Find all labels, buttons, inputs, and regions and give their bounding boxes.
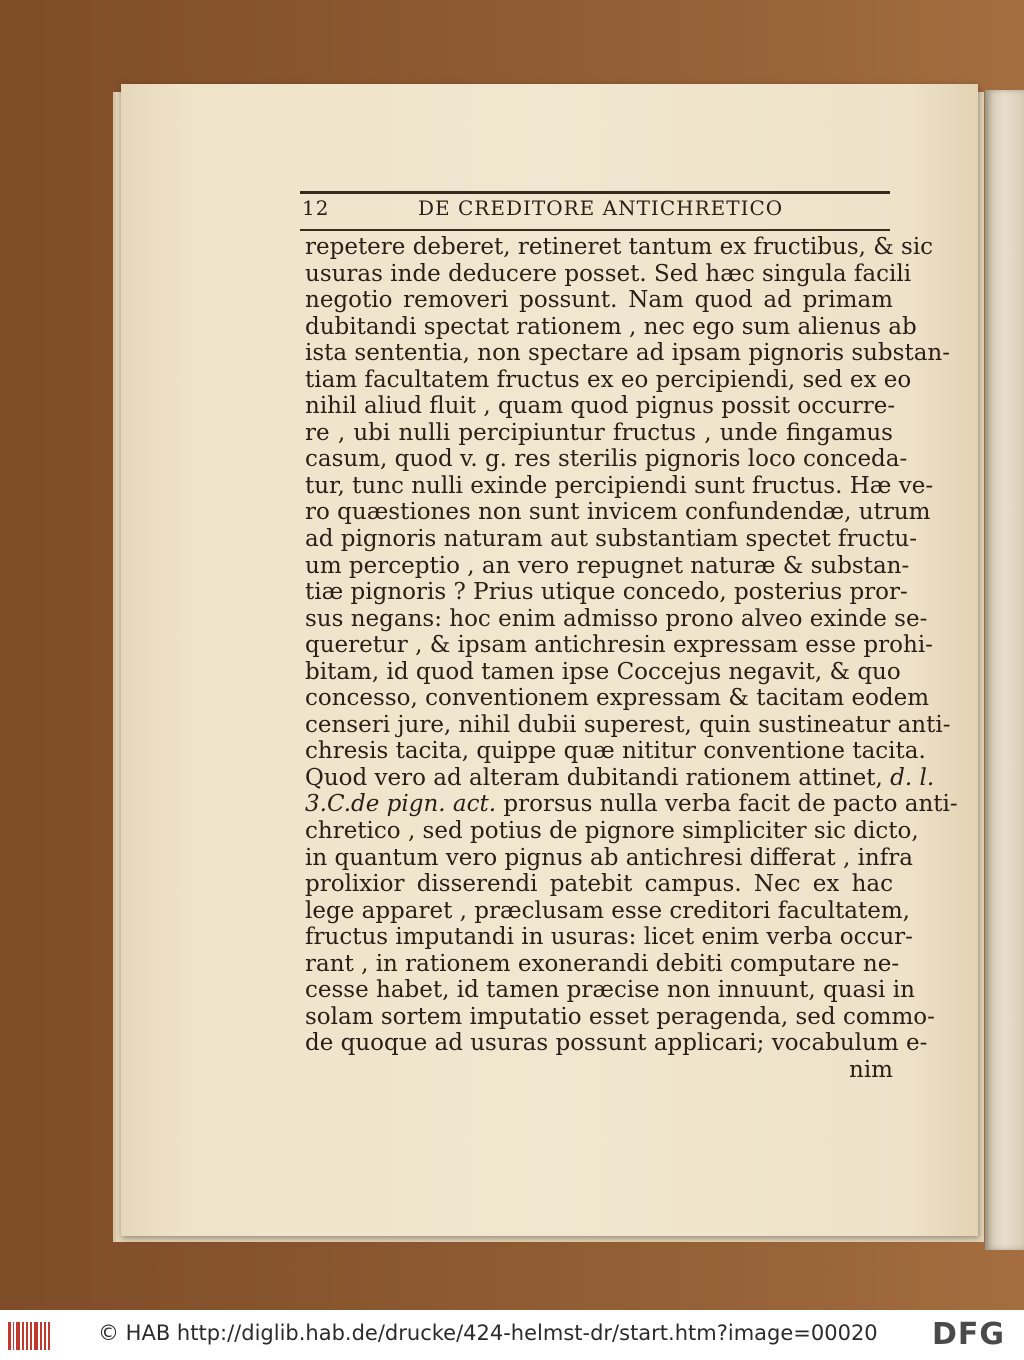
- body-text: [305, 234, 958, 1084]
- text-line: bitam, id quod tamen ipse Coccejus negavit, & quo: [305, 658, 901, 685]
- text-line: rant , in rationem exonerandi debiti computare ne-: [305, 950, 900, 977]
- text-line: nihil aliud fluit , quam quod pignus possit occurre-: [305, 393, 896, 420]
- hab-barcode-logo-icon[interactable]: [8, 1322, 50, 1350]
- text-line: ista sententia, non spectare ad ipsam pignoris substan-: [305, 340, 950, 367]
- text-line: solam sortem imputatio esset peragenda, sed commo-: [305, 1003, 935, 1030]
- catchword: nim: [849, 1056, 893, 1083]
- text-line: repetere deberet, retineret tantum ex fructibus, & sic: [305, 234, 934, 260]
- text-line: um perceptio , an vero repugnet naturæ & substan-: [305, 552, 910, 579]
- text-line-with-citation: [305, 764, 935, 792]
- footer-credit-link[interactable]: © HAB http://diglib.hab.de/drucke/424-helmst-dr/start.htm?image=00020: [98, 1321, 878, 1345]
- text-line: ro quæstiones non sunt invicem confundendæ, utrum: [305, 499, 931, 526]
- text-line: de quoque ad usuras possunt applicari; vocabulum e-: [305, 1030, 928, 1057]
- text-segment: prorsus nulla verba facit de pacto anti-: [503, 791, 958, 818]
- text-line: concesso, conventionem expressam & tacitam eodem: [305, 685, 930, 712]
- text-line: tiam facultatem fructus ex eo percipiendi, sed ex eo: [305, 366, 912, 393]
- text-segment: Quod vero ad alteram dubitandi rationem attinet,: [305, 764, 883, 791]
- citation-italic: 3.C.de pign. act.: [305, 791, 497, 818]
- running-head: [300, 196, 890, 224]
- text-line: casum, quod v. g. res sterilis pignoris loco conceda-: [305, 446, 908, 473]
- text-line: queretur , & ipsam antichresin expressam esse prohi-: [305, 632, 933, 659]
- text-line: cesse habet, id tamen præcise non innuunt, quasi in: [305, 977, 915, 1004]
- header-rule-bottom: [300, 229, 890, 231]
- citation-italic: d. l.: [890, 764, 935, 791]
- text-line: usuras inde deducere posset. Sed hæc singula facili: [305, 260, 912, 287]
- text-line: re , ubi nulli percipiuntur fructus , unde fingamus: [305, 419, 893, 446]
- text-line: negotio removeri possunt. Nam quod ad primam: [305, 287, 893, 314]
- text-line: censeri jure, nihil dubii superest, quin sustineatur anti-: [305, 711, 951, 738]
- text-line-with-citation: [305, 791, 958, 818]
- text-line: chresis tacita, quippe quæ nititur conventione tacita.: [305, 738, 926, 765]
- page-number: 12: [302, 196, 330, 220]
- text-line: lege apparet , præclusam esse creditori facultatem,: [305, 897, 910, 924]
- dfg-logo: DFG: [932, 1317, 1006, 1352]
- text-line: prolixior disserendi patebit campus. Nec ex hac: [305, 871, 893, 898]
- text-line: tiæ pignoris ? Prius utique concedo, posterius pror-: [305, 579, 908, 606]
- text-line: in quantum vero pignus ab antichresi differat , infra: [305, 844, 913, 871]
- text-line: dubitandi spectat rationem , nec ego sum alienus ab: [305, 313, 917, 340]
- text-line: ad pignoris naturam aut substantiam spectet fructu-: [305, 526, 917, 553]
- facing-page-edge: [985, 90, 1024, 1250]
- text-line: tur, tunc nulli exinde percipiendi sunt fructus. Hæ ve-: [305, 472, 934, 499]
- text-line: sus negans: hoc enim admisso prono alveo exinde se-: [305, 605, 928, 632]
- viewer-footer: [0, 1310, 1024, 1360]
- running-title: DE CREDITORE ANTICHRETICO: [418, 196, 784, 220]
- text-line: chretico , sed potius de pignore simpliciter sic dicto,: [305, 818, 919, 845]
- header-rule-top: [300, 191, 890, 194]
- text-line: fructus imputandi in usuras: licet enim verba occur-: [305, 924, 913, 951]
